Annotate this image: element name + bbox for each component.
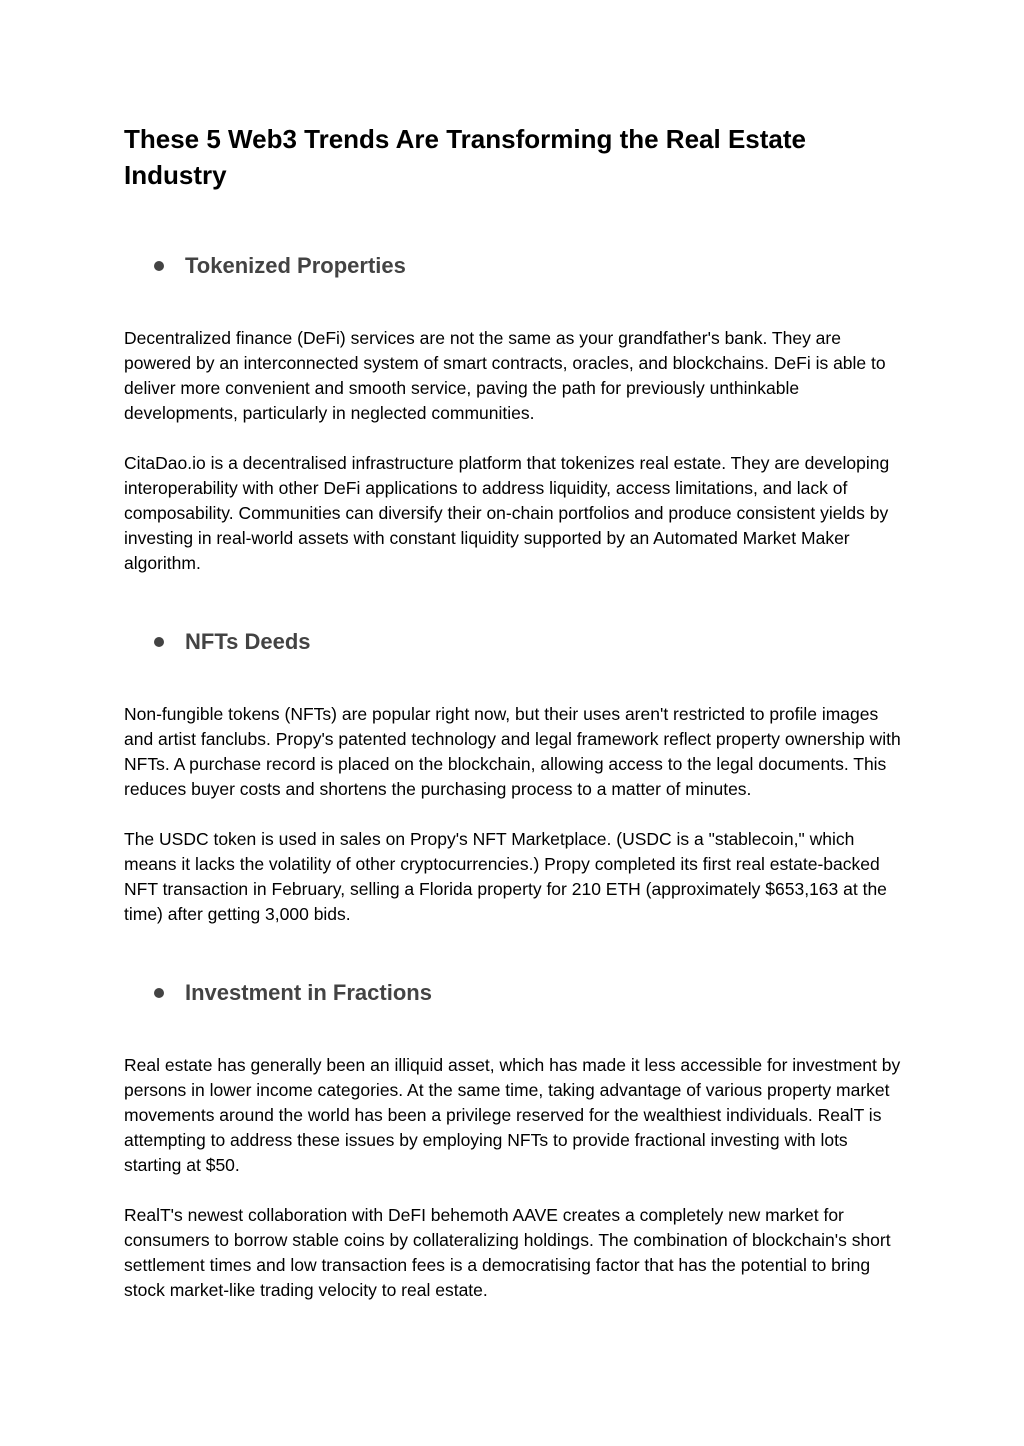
bullet-icon — [154, 261, 164, 271]
section-tokenized-properties — [124, 246, 904, 576]
section-heading-text: Investment in Fractions — [185, 980, 432, 1005]
section-heading-text: Tokenized Properties — [185, 253, 406, 278]
paragraph: Real estate has generally been an illiquid asset, which has made it less accessible for investment by persons in lower income categories. At the same time, taking advantage of various property market movements around the world has been a privilege reserved for the wealthiest individuals. RealT is attempting to address these issues by employing NFTs to provide fractional investing with lots starting at $50. — [124, 1055, 901, 1175]
bullet-icon — [154, 637, 164, 647]
paragraph: Non-fungible tokens (NFTs) are popular right now, but their uses aren't restricted to profile images and artist fanclubs. Propy's patented technology and legal framework reflect property ownership with NFTs. A purchase record is placed on the blockchain, allowing access to the legal documents. This reduces buyer costs and shortens the purchasing process to a matter of minutes. — [124, 704, 901, 799]
paragraph: CitaDao.io is a decentralised infrastructure platform that tokenizes real estate. They are developing interoperability with other DeFi applications to address liquidity, access limitations, and lack of composability. Communities can diversify their on-chain portfolios and produce consistent yields by investing in real-world assets with constant liquidity supported by an Automated Market Maker algorithm. — [124, 453, 890, 573]
section-nfts-deeds — [124, 622, 904, 927]
section-heading — [124, 246, 904, 286]
section-heading — [124, 973, 904, 1013]
bullet-icon — [154, 988, 164, 998]
paragraph: RealT's newest collaboration with DeFI behemoth AAVE creates a completely new market for consumers to borrow stable coins by collateralizing holdings. The combination of blockchain's short settlement times and low transaction fees is a democratising factor that has the potential to bring stock market-like trading velocity to real estate. — [124, 1205, 891, 1300]
section-heading-text: NFTs Deeds — [185, 629, 311, 654]
document-title: These 5 Web3 Trends Are Transforming the Real Estate Industry — [124, 124, 806, 190]
paragraph: The USDC token is used in sales on Propy's NFT Marketplace. (USDC is a "stablecoin," which means it lacks the volatility of other cryptocurrencies.) Propy completed its first real estate-backed NFT transaction in February, selling a Florida property for 210 ETH (approximately $653,163 at the time) after getting 3,000 bids. — [124, 829, 887, 924]
section-heading — [124, 622, 904, 662]
section-investment-in-fractions — [124, 973, 904, 1303]
paragraph: Decentralized finance (DeFi) services are not the same as your grandfather's bank. They are powered by an interconnected system of smart contracts, oracles, and blockchains. DeFi is able to deliver more convenient and smooth service, paving the path for previously unthinkable developments, particularly in neglected communities. — [124, 328, 886, 423]
